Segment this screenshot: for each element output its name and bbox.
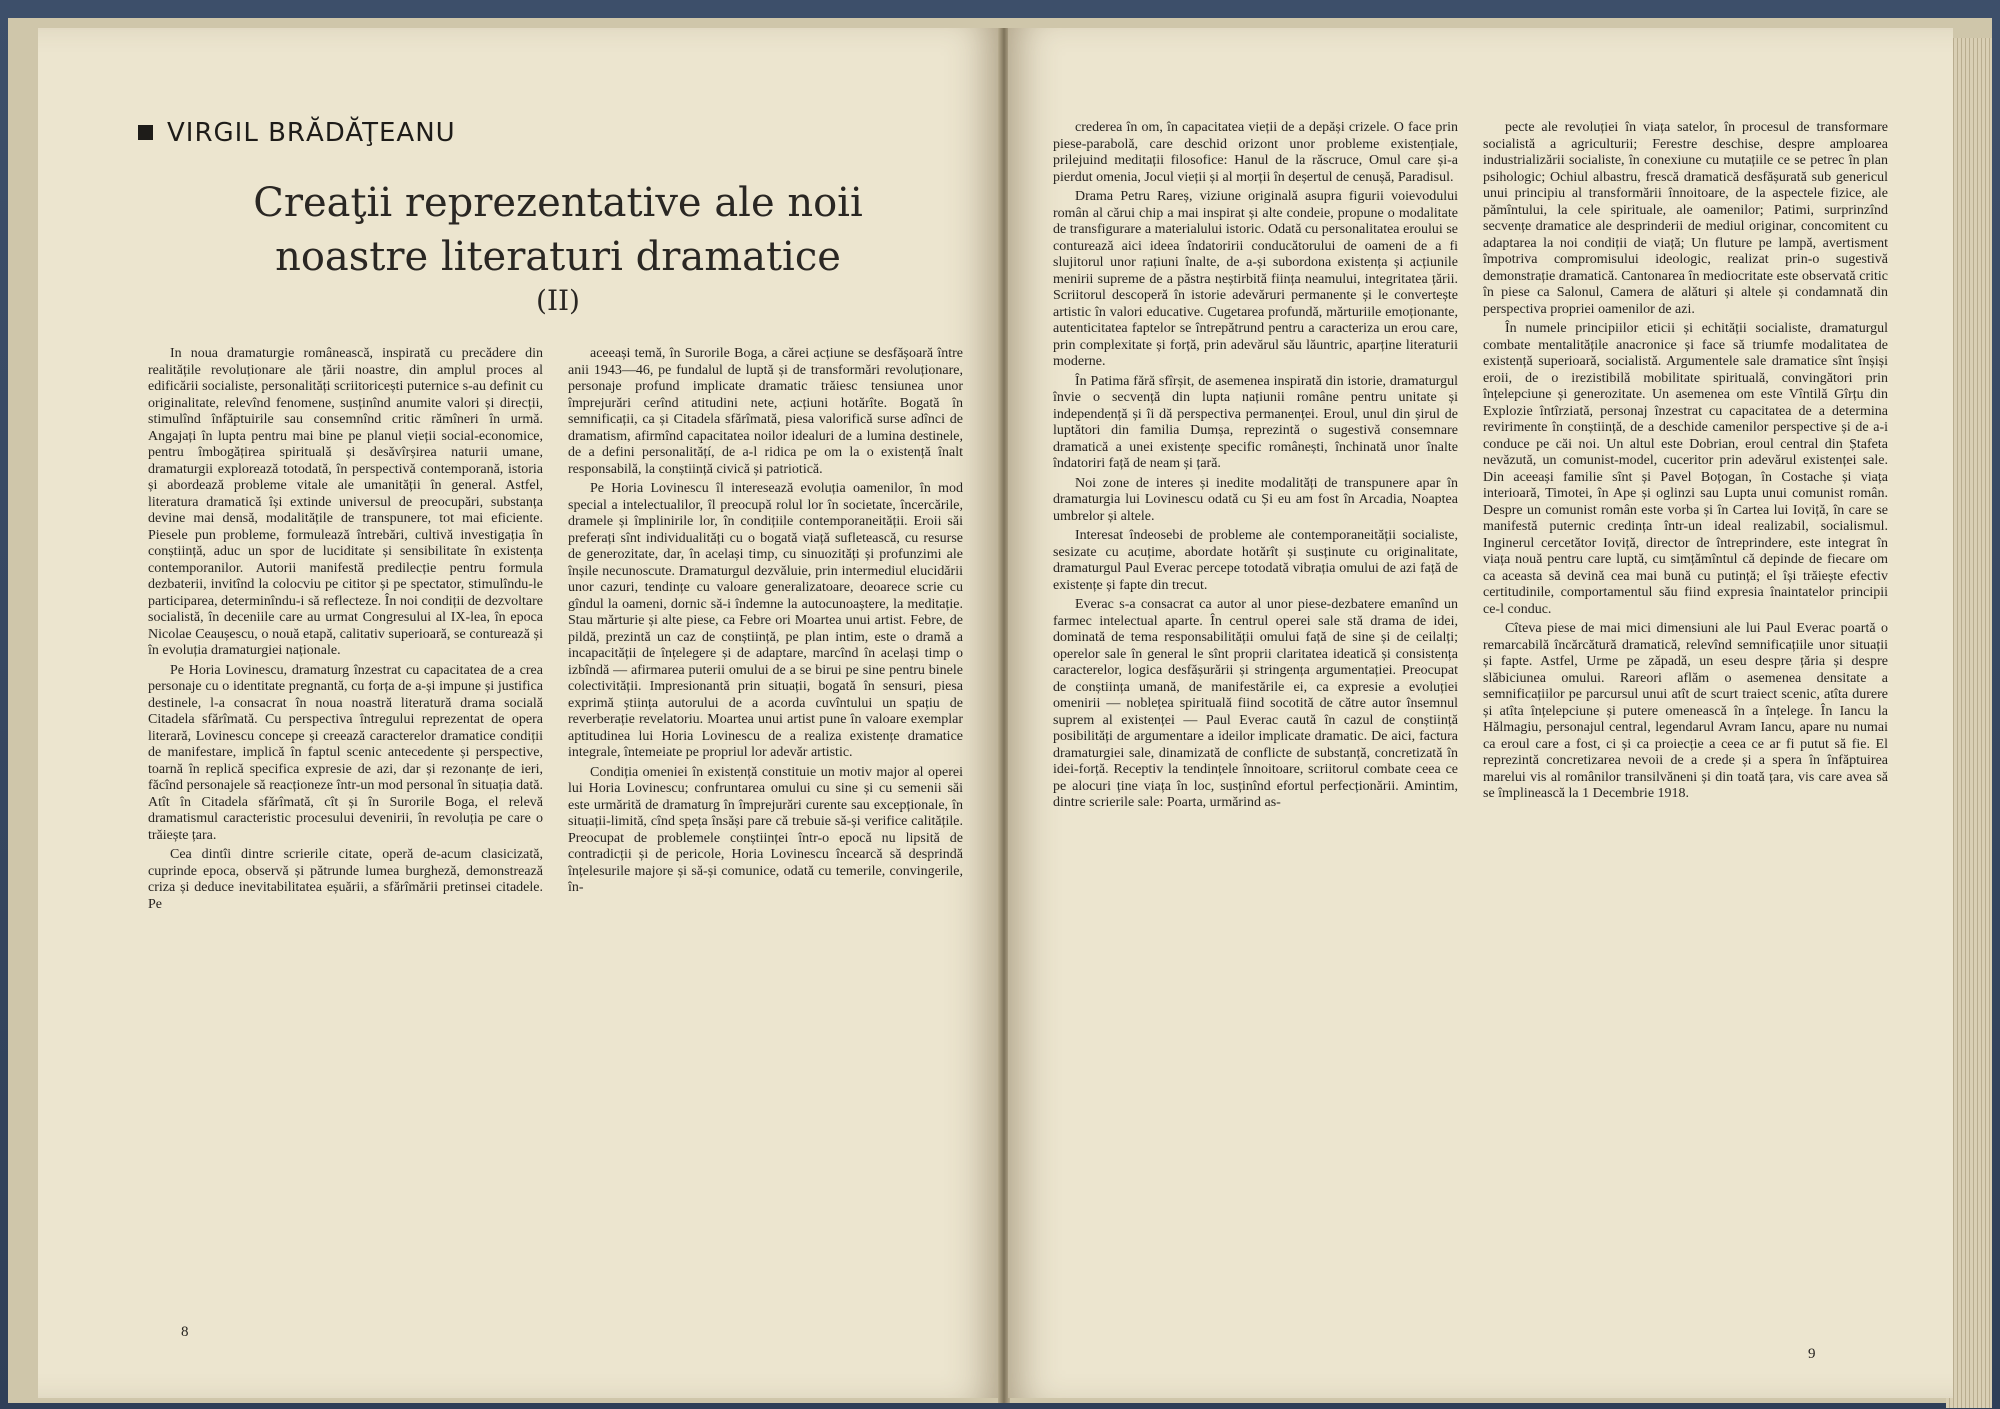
author-name: VIRGIL BRĂDĂŢEANU: [167, 118, 456, 148]
paragraph: aceeași temă, în Surorile Boga, a cărei acțiune se desfășoară între anii 1943—46, pe fundalul de luptă și de transformări revoluționare, personaje profund implicate dramatic trăiesc tensiunea unor împrejurări cerînd atitudini nete, acțiuni hotărîte. Bogată în semnificații, ca și Citadela sfărîmată, piesa valorifică surse adînci de dramatism, afirmînd capacitatea noilor idealuri de a lumina destinele, de a defini personalitățí, de a-l ridica pe om la o existență înalt responsabilă, la conștiință civică și patriotică.: [568, 346, 963, 477]
left-page: [38, 28, 998, 1398]
author-heading: [138, 118, 638, 148]
paragraph: Interesat îndeosebi de probleme ale contemporaneității socialiste, sesizate cu acuțime, abordate hotărît și susținute cu originalitate, dramaturgul Paul Everac percepe totodată vibrația omului de azi față de existențe și fapte din trecut.: [1053, 528, 1458, 593]
left-column-1: [148, 346, 543, 1316]
article-title: [238, 176, 878, 284]
article-part-number: (II): [536, 284, 580, 317]
paragraph: crederea în om, în capacitatea vieții de a depăși crizele. O face prin piese-parabolă, care deschid orizont unor probleme existențiale, prilejuind meditații filosofice: Hanul de la răscruce, Omul care și-a pierdut omenia, Jocul vieții și al morții în deșertul de cenușă, Paradisul.: [1053, 120, 1458, 185]
paragraph: Drama Petru Rareș, viziune originală asupra figurii voievodului român al cărui chip a mai inspirat și alte condeie, propune o modalitate de transfigurare a materialului istoric. Odată cu personalitatea eroului se conturează aici ideea îndatoririi conducătorului de oameni de a fi slujitorul unor rațiuni înalte, de a-și subordona existența și acțiunile menirii supreme de a păstra neștirbită ființa neamului, integritatea țării. Scriitorul descoperă în istorie adevăruri permanente și le convertește artistic în valori educative. Cugetarea profundă, mărturiile emoționante, autenticitatea faptelor se întrepătrund pentru a caracteriza un erou care, prin complexitate și forță, prin adevărul său lăuntric, aparține literaturii moderne.: [1053, 189, 1458, 369]
title-line-1: Creaţii reprezentative ale noii: [253, 180, 863, 226]
paragraph: Cea dintîi dintre scrierile citate, operă de-acum clasicizată, cuprinde epoca, observă și pătrunde lumea burgheză, demonstrează criza și deduce inevitabilitatea eșuării, a sfărîmării pretinsei citadele. Pe: [148, 847, 543, 912]
paragraph: În numele principiilor eticii și echității socialiste, dramaturgul combate mentalitățile anacronice și face să triumfe modalitatea de existență superioară, socialistă. Argumentele sale dramatice sînt înșiși eroii, de o irezistibilă mobilitate spirituală, convingători prin înțelepciune și generozitate. Un asemenea om este Vîntilă Gîrțu din Explozie întîrziată, personaj înzestrat cu capacitatea de a determina revirimente în conștiință, de a deschide camenilor perspective și de a-i conduce pe căi noi. Un altul este Dobrian, eroul central din Ștafeta nevăzută, un comunist-model, cuceritor prin adevărul existenței sale. Din aceeași familie sînt și Pavel Boțogan, în Costache și viața interioară, Timotei, în Ape și oglinzi sau Lupta unui comunist român. Despre un comunist român este vorba și în Cartea lui Ioviță, în care se manifestă puternic credința într-un ideal realizabil, socialismul. Inginerul cercetător Ioviță, director de întreprindere, este integrat în viața nouă pentru care luptă, cu simțămîntul că depinde de fiecare om ca aceasta să devină cea mai bună cu putință; el își trăiește efectiv certitudinile, comportamentul său fiind expresia înaintatelor principii ce-l conduc.: [1483, 321, 1888, 617]
paragraph: Noi zone de interes și inedite modalități de transpunere apar în dramaturgia lui Lovinescu odată cu Și eu am fost în Arcadia, Noaptea umbrelor și altele.: [1053, 475, 1458, 524]
paragraph: Everac s-a consacrat ca autor al unor piese-dezbatere emanînd un farmec intelectual aparte. În centrul operei sale stă drama de idei, dominată de tema responsabilității omului față de sine și de ceilalți; operelor sale în general le sînt proprii claritatea ideatică și consistența caracterelor, logica desfășurării și stringența argumentației. Preocupat de conștiința umană, de manifestările ei, ca expresie a evoluției omenirii — noblețea spirituală fiind socotită de către autor însemnul suprem al existenței — Paul Everac caută în cazul de conștiință posibilități de argumentare a ideilor implicate dramatic. De aici, factura dramaturgiei sale, dinamizată de conflicte de substanță, concretizată în idei-forță. Receptiv la tendințele înnoitoare, scriitorul combate ceea ce pe alocuri ține viața în loc, susținînd efortul perfecționării. Amintim, dintre scrierile sale: Poarta, urmărind as-: [1053, 597, 1458, 810]
page-number-left: 8: [181, 1324, 189, 1340]
paragraph: Pe Horia Lovinescu îl interesează evoluția oamenilor, în mod special a intelectualilor, îl preocupă rolul lor în societate, încercările, dramele și împlinirile lor, în condițiile contemporaneității. Eroii săi preferați sînt individualități cu o bogată viață sufletească, cu resurse de generozitate, dar, în același timp, cu sinuozități și profunzimi ale înșile necunoscute. Dramaturgul dezvăluie, prin intermediul elucidării unor cazuri, tendințe cu valoare generalizatoare, deoarece scrie cu gîndul la oameni, dornic să-i îndemne la autocunoaștere, la meditație. Stau mărturie și alte piese, ca Febre ori Moartea unui artist. Febre, de pildă, prezintă un caz de conștiință, pe plan intim, este o dramă a incapacității de înțelegere și de adaptare, marcînd în același timp o izbîndă — afirmarea puterii omului de a se birui pe sine pentru binele colectivității. Impresionantă prin situații, bogată în sensuri, piesa exprimă știința autorului de a acorda cuvîntului un spațiu de reverberație revelatoriu. Moartea unui artist pune în valoare exemplar aptitudinea lui Horia Lovinescu de a realiza existențe dramatice integrale, întemeiate pe propriul lor adevăr artistic.: [568, 481, 963, 760]
paragraph: In noua dramaturgie românească, inspirată cu precădere din realitățile revoluționare ale țării noastre, din amplul proces al edificării socialiste, personalități scriitoricești puternice s-au definit cu originalitate, relevînd fenomene, susținînd anumite valori și direcții, stimulînd înfăptuirile sau consemnînd critic rămîneri în urmă. Angajați în lupta pentru mai bine pe planul vieții social-economice, pentru îmbogățirea spirituală și desăvîrșirea naturii umane, dramaturgii explorează totodată, în perspectivă contemporană, istoria și abordează probleme vitale ale umanității în general. Astfel, literatura dramatică își extinde universul de preocupări, substanța devine mai densă, modalitățile de transpunere, tot mai eficiente. Piesele pun probleme, formulează întrebări, cultivă investigația în conștiință, aduc un spor de luciditate și sensibilitate în existența contemporanilor. Autorii manifestă predilecție pentru formula dezbaterii, invitînd la colocviu pe cititor și pe spectator, stimulîndu-le participarea, determinîndu-i să reflecteze. În noi condiții de dezvoltare socialistă, în deceniile care au urmat Congresului al IX-lea, în epoca Nicolae Ceaușescu, o nouă etapă, calitativ superioară, se conturează și în evoluția dramaturgiei naționale.: [148, 346, 543, 658]
page-number-right: 9: [1808, 1346, 1816, 1362]
paragraph: Condiția omeniei în existență constituie un motiv major al operei lui Horia Lovinescu; confruntarea omului cu sine și cu semenii săi este urmărită de dramaturg în împrejurări curente sau excepționale, în situații-limită, cînd speța însăși pare că trebuie să-și verifice calitățile. Preocupat de problemele conștiinței într-o epocă nu lipsită de contradicții și de pericole, Horia Lovinescu încearcă să desprindă înțelesurile majore și să-și comunice, odată cu temerile, convingerile, în-: [568, 764, 963, 895]
right-column-2: [1483, 120, 1888, 1350]
paragraph: Pe Horia Lovinescu, dramaturg înzestrat cu capacitatea de a crea personaje cu o identitate pregnantă, cu forța de a-și impune și justifica destinele, l-a consacrat în noua noastră literatură drama socială Citadela sfărîmată. Cu perspectiva întregului reprezentat de opera literară, Lovinescu concepe și creează caracterelor dramatice condiții de manifestare, implică în faptul scenic antecedente și perspective, toarnă în replică specifica expresie de azi, dar și rezonanțe de ieri, făcînd personajele să reacționeze într-un mod personal în situația dată. Atît în Citadela sfărîmată, cît și în Surorile Boga, el relevă dramatismul caracteristic procesului devenirii, în revoluția pe care o trăiește țara.: [148, 662, 543, 843]
right-page: [1008, 28, 1953, 1398]
paragraph: În Patima fără sfîrșit, de asemenea inspirată din istorie, dramaturgul învie o secvență din lupta națiunii române pentru unitate și independență și îi dă perspectiva permanenței. Eroul, unul din șirul de luptători din familia Dumșa, reprezintă o sugestivă consemnare dramatică a unei existențe specific românești, închinată unor înalte îndatoriri față de neam și țară.: [1053, 373, 1458, 471]
left-column-2: [568, 346, 963, 1316]
book-spread: [8, 18, 1992, 1403]
paragraph: Cîteva piese de mai mici dimensiuni ale lui Paul Everac poartă o remarcabilă încărcătură dramatică, relevînd semnificațiile unor situații și fapte. Astfel, Urme pe zăpadă, un eseu despre țăria și despre slăbiciunea omului. Rareori aflăm o asemenea densitate a semnificațiilor pe parcursul unui atît de scurt traiect scenic, atîta durere și atîta înțelepciune și putere omenească în a înțelege. În Iancu la Hălmagiu, personajul central, legendarul Avram Iancu, apare nu numai ca eroul care a fost, ci și ca proiecție a ceea ce ar fi putut să fie. El reprezintă concretizarea nevoii de a crede și a spera în înfăptuirea marelui vis al românilor transilvăneni și din toată țara, vis care avea să se împlinească la 1 Decembrie 1918.: [1483, 621, 1888, 801]
right-column-1: [1053, 120, 1458, 1350]
paragraph: pecte ale revoluției în viața satelor, în procesul de transformare socialistă a agriculturii; Ferestre deschise, despre amploarea industrializării socialiste, în conexiune cu mutațiile ce se petrec în plan psihologic; Ochiul albastru, frescă dramatică desfășurată sub genericul unui principiu al transformării înnoitoare, de la aspectele fizice, ale pămîntului, la cele spirituale, ale oamenilor; Patimi, surprinzînd secvențe dramatice ale desprinderii de mediul originar, concomitent cu adaptarea la noi condiții de viață; Un fluture pe lampă, avertisment împotriva compromisului ideologic, realizat prin-o sugestivă demonstrație dramatică. Cantonarea în mediocritate este observată critic în piese ca Salonul, Camera de alături și altele și condamnată din perspectiva propriei oamenilor de azi.: [1483, 120, 1888, 317]
title-line-2: noastre literaturi dramatice: [275, 234, 841, 280]
square-bullet-icon: [138, 125, 153, 140]
